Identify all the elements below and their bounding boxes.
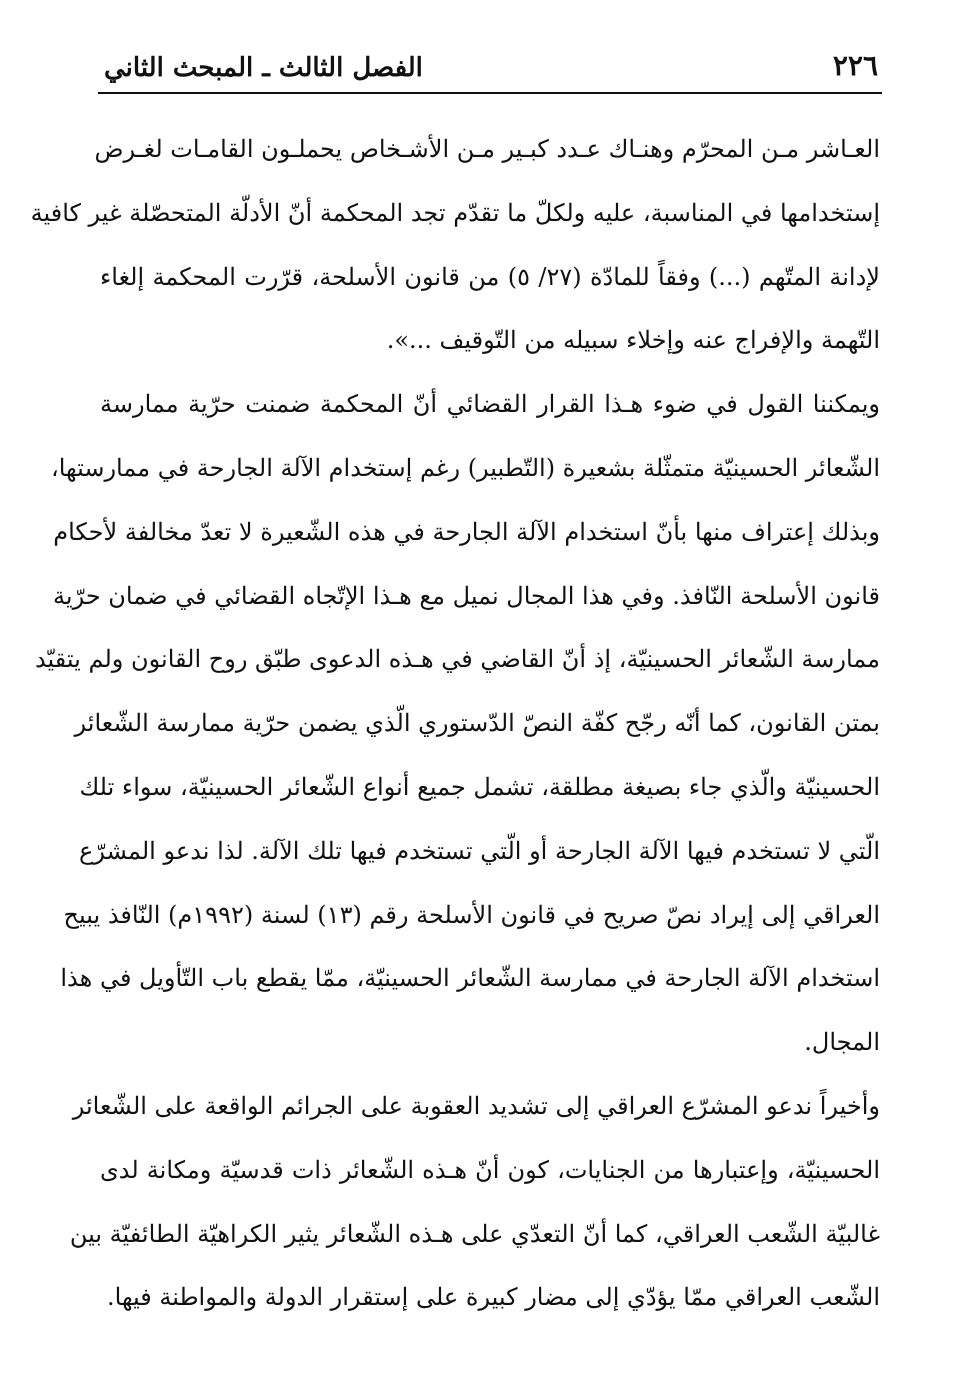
text-line: العراقي إلى إيراد نصّ صريح في قانون الأسلحة رقم (١٣) لسنة (١٩٩٢م) النّافذ يبيح [63,900,880,929]
text-line: غالبيّة الشّعب العراقي، كما أنّ التعدّي على هـذه الشّعائر يثير الكراهيّة الطائفيّة بين [69,1219,880,1248]
text-line: الحسينيّة والّذي جاء بصيغة مطلقة، تشمل جميع أنواع الشّعائر الحسينيّة، سواء تلك [79,772,880,801]
running-title: الفصل الثالث ـ المبحث الثاني [104,53,423,83]
paragraph-3 [69,1075,880,1330]
page-body [30,118,880,1330]
text-line: لإدانة المتّهم (...) وفقاً للمادّة (٢٧/ ٥) من قانون الأسلحة، قرّرت المحكمة إلغاء [100,262,880,291]
text-line: التّهمة والإفراج عنه وإخلاء سبيله من التّوقيف ...». [386,326,880,355]
text-line: الحسينيّة، وإعتبارها من الجنايات، كون أنّ هـذه الشّعائر ذات قدسيّة ومكانة لدى [100,1155,880,1184]
text-line: ويمكننا القول في ضوء هـذا القرار القضائي أنّ المحكمة ضمنت حرّية ممارسة [100,390,880,419]
page-number: ٢٢٦ [832,49,878,82]
text-line: المجال. [804,1028,880,1057]
text-line: استخدام الآلة الجارحة في ممارسة الشّعائر الحسينيّة، ممّا يقطع باب التّأويل في هذا [60,964,880,993]
text-line: وبذلك إعتراف منها بأنّ استخدام الآلة الجارحة في هذه الشّعيرة لا تعدّ مخالفة لأحكام [53,517,880,546]
text-line: الشّعائر الحسينيّة متمثّلة بشعيرة (التّطبير) رغم إستخدام الآلة الجارحة في ممارستها، [50,453,880,482]
text-line: الّتي لا تستخدم فيها الآلة الجارحة أو الّتي تستخدم فيها تلك الآلة. لذا ندعو المشرّع [79,836,880,865]
text-line: بمتن القانون، كما أنّه رجّح كفّة النصّ الدّستوري الّذي يضمن حرّية ممارسة الشّعائر [74,709,880,738]
paragraph-2 [34,373,880,1075]
paragraph-1 [30,118,880,373]
text-line: العـاشر مـن المحرّم وهنـاك عـدد كبـير مـن الأشـخاص يحملـون القامـات لغـرض [94,135,880,163]
page-header [98,44,882,90]
text-line: وأخيراً ندعو المشرّع العراقي إلى تشديد العقوبة على الجرائم الواقعة على الشّعائر [72,1091,880,1120]
text-line: قانون الأسلحة النّافذ. وفي هذا المجال نميل مع هـذا الإتّجاه القضائي في ضمان حرّية [53,581,880,610]
text-line: ممارسة الشّعائر الحسينيّة، إذ أنّ القاضي في هـذه الدعوى طبّق روح القانون ولم يتقيّد [34,645,880,674]
text-line: إستخدامها في المناسبة، عليه ولكلّ ما تقدّم تجد المحكمة أنّ الأدلّة المتحصّلة غير كافية [30,198,880,227]
header-divider [98,92,882,94]
text-line: الشّعب العراقي ممّا يؤدّي إلى مضار كبيرة على إستقرار الدولة والمواطنة فيها. [107,1283,880,1312]
